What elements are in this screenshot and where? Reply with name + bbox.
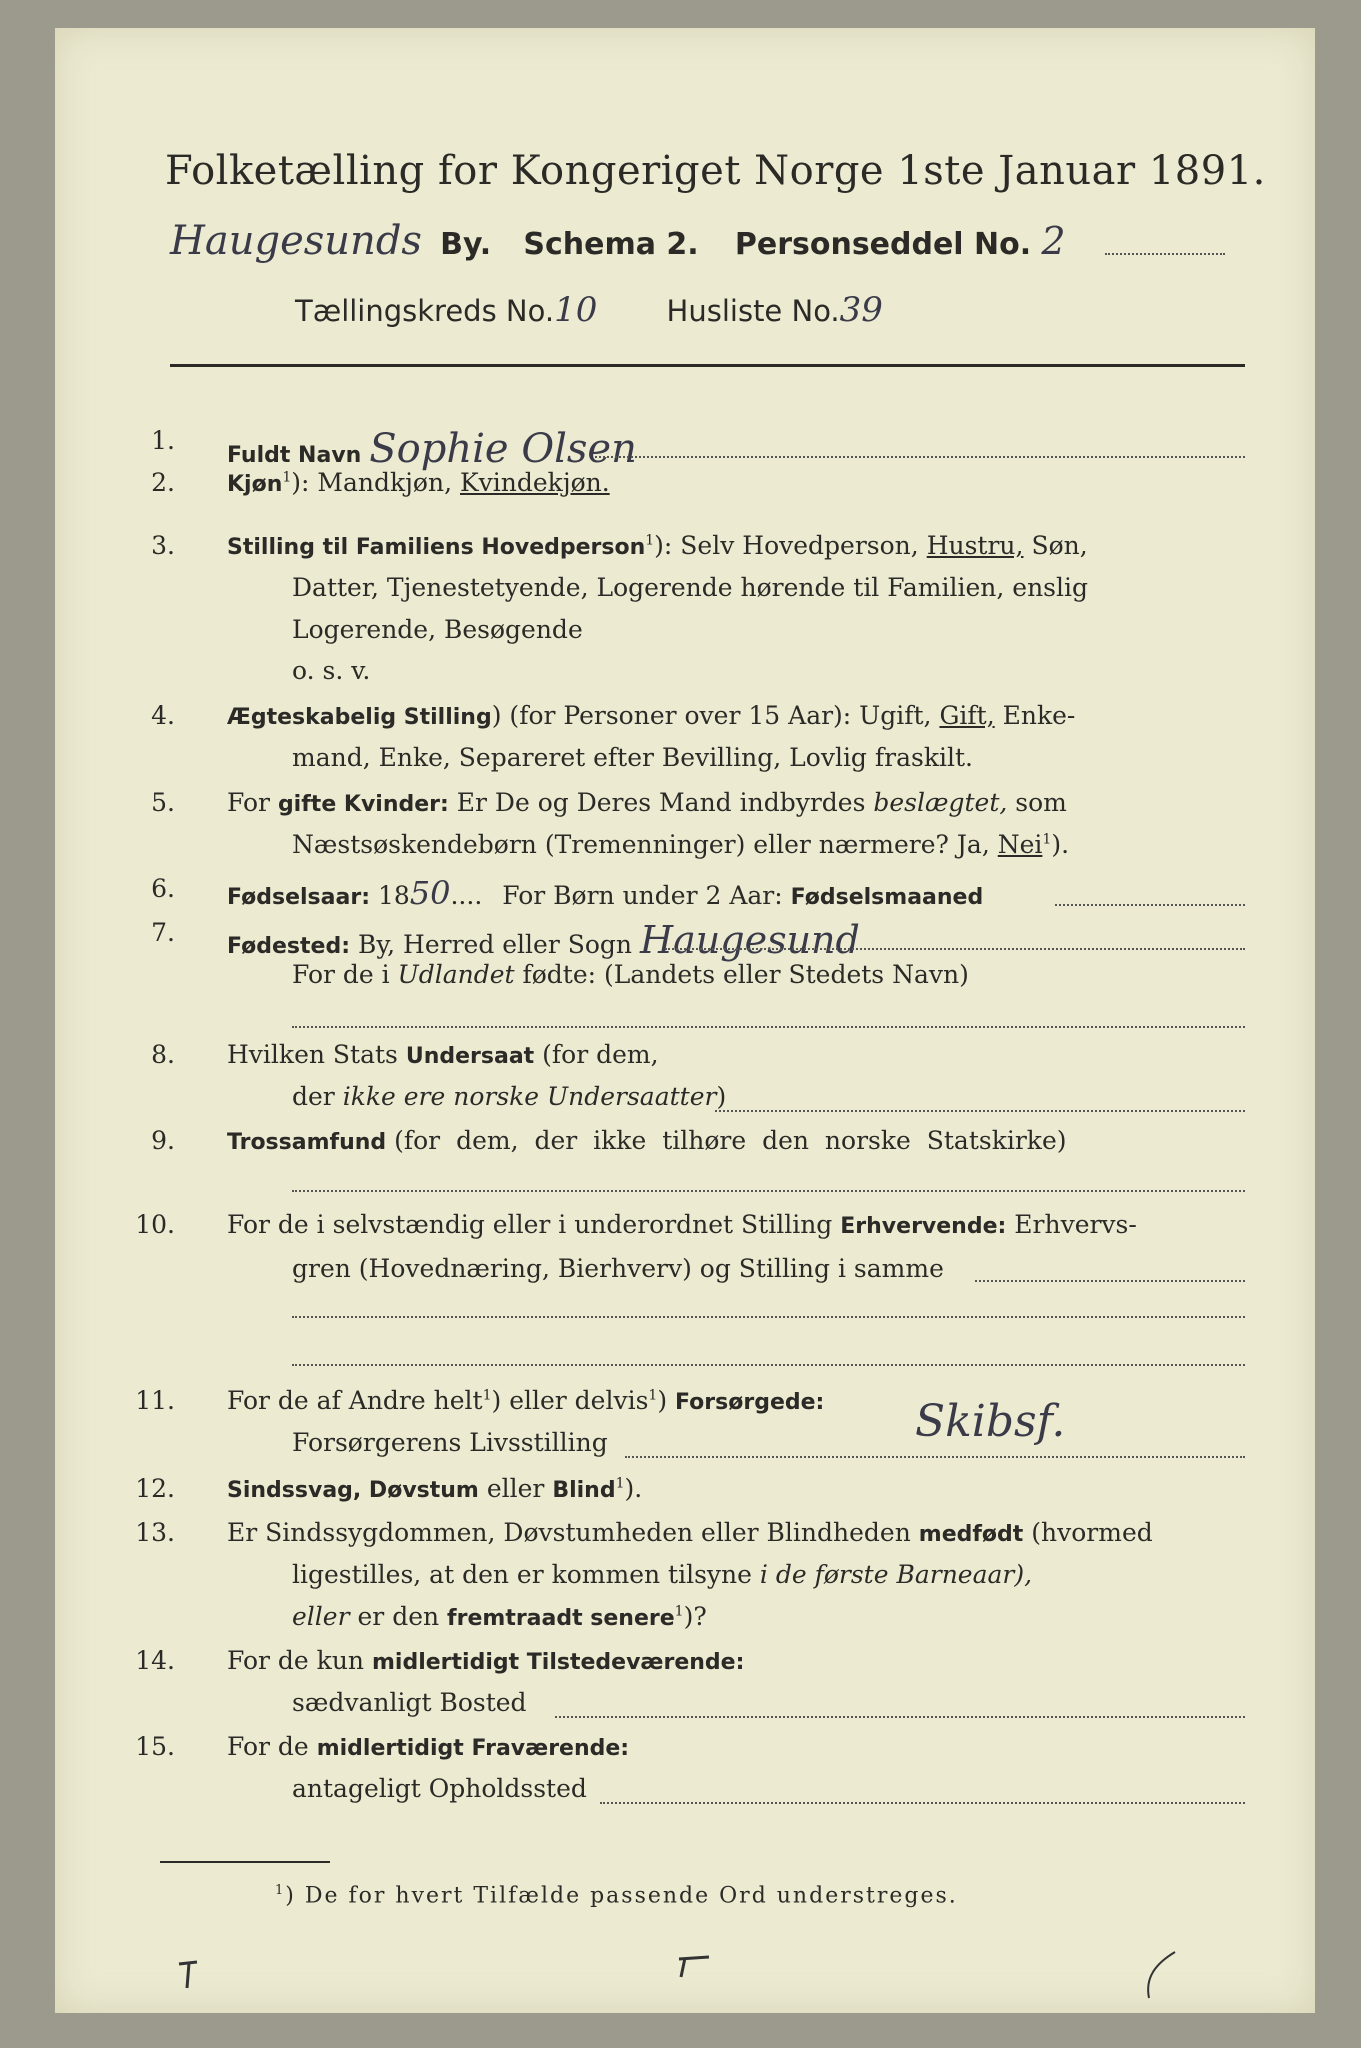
text: (for dem, [542, 1040, 659, 1069]
text: For de i [292, 960, 390, 989]
kreds-value: 10 [554, 290, 598, 330]
item-number: 12. [135, 1474, 175, 1503]
husliste-value: 39 [839, 290, 883, 330]
item-number: 2. [151, 468, 175, 497]
item-5-line-2: Næstsøskendebørn (Tremenninger) eller nærmere? Ja, Nei$^1$). [292, 830, 1070, 859]
text: For [227, 788, 270, 817]
kreds-label: Tællingskreds No. [295, 294, 555, 328]
item-13-line-2 [292, 1560, 1032, 1589]
item-3-line-4: o. s. v. [292, 656, 371, 685]
sex-selected: Kvindekjøn. [459, 468, 610, 497]
sex-label: Kjøn [227, 472, 283, 497]
text: i de første Barneaar), [759, 1560, 1033, 1589]
position-options: ): Selv Hovedperson, [654, 531, 919, 560]
religion-label: Trossamfund [227, 1130, 387, 1155]
item-8-line-2: der ikke ere norske Undersaatter) [292, 1082, 727, 1111]
birthmonth-label: Fødselsmaaned [790, 885, 984, 910]
position-label: Stilling til Familiens Hovedperson [227, 535, 646, 560]
name-label: Fuldt Navn [227, 443, 362, 468]
congenital-label: medfødt [918, 1522, 1024, 1547]
text: ikke ere norske Undersaatter [342, 1082, 717, 1111]
pencil-mark [675, 1953, 715, 1983]
text: eller [486, 1474, 545, 1503]
married-women-label: gifte Kvinder: [277, 792, 449, 817]
item-7-line-2 [292, 960, 969, 989]
text: For de af Andre helt [227, 1386, 483, 1415]
census-form-page [55, 28, 1315, 2013]
birthyear-value: 50 [409, 874, 451, 912]
dotted-line [292, 1026, 1245, 1028]
item-11-line-2: Forsørgerens Livsstilling [292, 1428, 608, 1457]
dotted-line [715, 1110, 1245, 1112]
personseddel-value: 2 [1041, 219, 1066, 263]
text: Er De og Deres Mand indbyrdes [456, 788, 866, 817]
dotted-line [292, 1364, 1245, 1366]
blind-label: Blind [552, 1478, 616, 1503]
item-13-line-3: eller er den fremtraadt senere$^1$)? [292, 1602, 707, 1631]
footnote-ref: 1 [282, 469, 292, 486]
item-11: For de af Andre helt$^1$) eller delvis$^1$) Forsørgede: [227, 1386, 825, 1415]
by-label: By. [440, 227, 492, 262]
pencil-mark [1135, 1948, 1185, 2008]
footnote-rule [160, 1861, 330, 1863]
item-3-line-3: Logerende, Besøgende [292, 615, 583, 644]
text: ) eller delvis [491, 1386, 649, 1415]
birthyear-prefix: 18 [377, 881, 410, 910]
personseddel-label: Personseddel No. [734, 227, 1032, 262]
text: (hvormed [1031, 1518, 1153, 1547]
temp-absent-label: midlertidigt Fraværende: [316, 1736, 630, 1761]
dotted-line [975, 1280, 1245, 1282]
item-number: 4. [151, 701, 175, 730]
dotted-line [595, 456, 1245, 458]
later-label: fremtraadt senere [447, 1606, 675, 1631]
occupation-label: Erhvervende: [840, 1214, 1007, 1239]
item-15-line-2: antageligt Opholdssted [292, 1774, 587, 1803]
husliste-label: Husliste No. [666, 294, 840, 328]
subject-label: Undersaat [405, 1044, 535, 1069]
position-options-2: Søn, [1031, 531, 1088, 560]
text: Er Sindssygdommen, Døvstumheden eller Blindheden [227, 1518, 911, 1547]
item-3-line-2: Datter, Tjenestetyende, Logerende hørende til Familien, enslig [292, 573, 1089, 602]
text: Udlandet [397, 960, 515, 989]
item-number: 3. [151, 531, 175, 560]
birthyear-label: Fødselsaar: [227, 885, 370, 910]
item-5 [227, 788, 1067, 817]
item-10-line-2: gren (Hovednæring, Bierhverv) og Stilling i samme [292, 1254, 944, 1283]
text: For de kun [227, 1646, 365, 1675]
marital-selected: Gift, [939, 701, 995, 730]
item-6: Fødselsaar: 1850.... For Børn under 2 Aar: Fødselsmaaned [227, 874, 984, 912]
item-4 [227, 701, 1075, 730]
marital-options-2: Enke- [1002, 701, 1076, 730]
marital-label: Ægteskabelig Stilling [227, 705, 492, 730]
item-number: 8. [151, 1040, 175, 1069]
item-14-line-2: sædvanligt Bosted [292, 1688, 527, 1717]
dotted-line [1055, 904, 1245, 906]
item-number: 13. [135, 1518, 175, 1547]
item-14 [227, 1646, 744, 1675]
name-value: Sophie Olsen [369, 426, 637, 472]
item-number: 14. [135, 1646, 175, 1675]
footnote-text: De for hvert Tilfælde passende Ord understreges. [304, 1883, 958, 1909]
text: For Børn under 2 Aar: [502, 881, 783, 910]
text: Hvilken Stats [227, 1040, 398, 1069]
text: som [1015, 788, 1067, 817]
header-rule [170, 364, 1245, 367]
disability-label: Sindssvag, Døvstum [227, 1478, 479, 1503]
item-3: Stilling til Familiens Hovedperson$^1$): Selv Hovedperson, Hustru, Søn, [227, 531, 1088, 560]
header-line-2 [170, 218, 1066, 264]
marital-options: ) (for Personer over 15 Aar): Ugift, [491, 701, 932, 730]
text: For de i selvstændig eller i underordnet Stilling [227, 1210, 833, 1239]
personseddel-dots [1105, 253, 1225, 255]
birthplace-label: Fødested: [227, 934, 350, 959]
text: (for dem, der ikke tilhøre den norske Statskirke) [394, 1126, 1067, 1155]
item-9 [227, 1126, 1067, 1155]
related-selected: Nei [997, 830, 1043, 859]
sex-options: ): Mandkjøn, [291, 468, 453, 497]
text: For de [227, 1732, 309, 1761]
dotted-line [292, 1316, 1245, 1318]
birthplace-value: Haugesund [639, 918, 860, 962]
text: eller [292, 1602, 350, 1631]
dotted-line [625, 1456, 1245, 1458]
footnote: $^1$) De for hvert Tilfælde passende Ord understreges. [275, 1883, 958, 1909]
supporter-occupation-value: Skibsf. [915, 1396, 1066, 1447]
supported-label: Forsørgede: [675, 1390, 825, 1415]
text: der [292, 1082, 335, 1111]
item-12: Sindssvag, Døvstum eller Blind$^1$). [227, 1474, 643, 1503]
city-handwritten: Haugesunds [170, 218, 422, 264]
temp-present-label: midlertidigt Tilstedeværende: [371, 1650, 745, 1675]
text: ligestilles, at den er kommen tilsyne [292, 1560, 752, 1589]
form-title: Folketælling for Kongeriget Norge 1ste Januar 1891. [165, 148, 1266, 194]
text: beslægtet, [873, 788, 1008, 817]
text: er den [357, 1602, 440, 1631]
item-number: 11. [135, 1386, 175, 1415]
item-number: 6. [151, 874, 175, 903]
item-number: 15. [135, 1732, 175, 1761]
text: Næstsøskendebørn (Tremenninger) eller nærmere? Ja, [292, 830, 990, 859]
text: Erhvervs- [1014, 1210, 1137, 1239]
item-4-line-2: mand, Enke, Separeret efter Bevilling, Lovlig fraskilt. [292, 743, 973, 772]
item-7 [227, 918, 860, 962]
item-2 [227, 468, 610, 497]
schema-label: Schema 2. [523, 227, 699, 262]
item-number: 5. [151, 788, 175, 817]
item-number: 1. [151, 426, 175, 455]
dotted-line [600, 1802, 1245, 1804]
item-number: 9. [151, 1126, 175, 1155]
text: By, Herred eller Sogn [357, 930, 633, 959]
item-10 [227, 1210, 1137, 1239]
item-1 [227, 426, 637, 472]
text: fødte: (Landets eller Stedets Navn) [522, 960, 969, 989]
dotted-line [665, 948, 1245, 950]
dotted-line [292, 1190, 1245, 1192]
item-8 [227, 1040, 659, 1069]
header-line-3 [295, 290, 883, 330]
item-number: 7. [151, 918, 175, 947]
item-15 [227, 1732, 629, 1761]
pencil-mark [175, 1958, 205, 1998]
dotted-line [555, 1716, 1245, 1718]
footnote-mark: 1 [275, 1883, 286, 1898]
item-number: 10. [135, 1210, 175, 1239]
item-13 [227, 1518, 1153, 1547]
position-selected: Hustru, [926, 531, 1024, 560]
